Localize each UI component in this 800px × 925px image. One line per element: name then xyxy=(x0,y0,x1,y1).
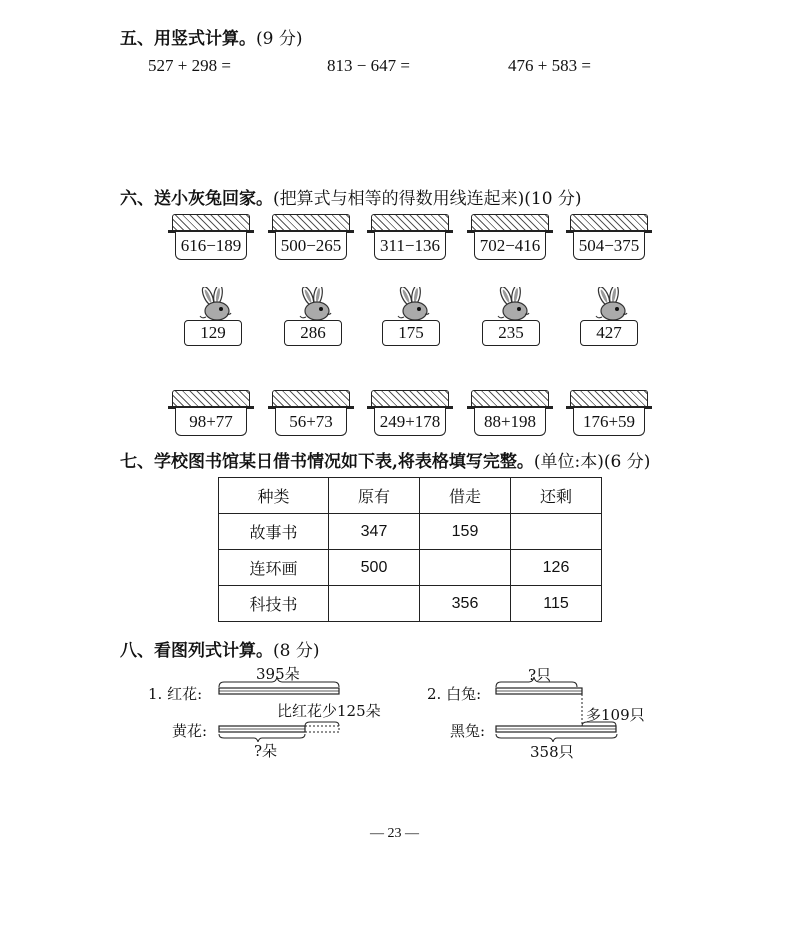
house-roof xyxy=(471,214,549,230)
p1-question: ?朵 xyxy=(254,742,278,760)
table-header-cell: 原有 xyxy=(329,478,420,514)
table-cell: 356 xyxy=(420,586,511,622)
q5-heading xyxy=(120,24,302,49)
rabbit-icon xyxy=(496,287,536,323)
rabbit-icon xyxy=(298,287,338,323)
q5-problem-2: 813 − 647 = xyxy=(327,56,410,75)
table-header-cell: 还剩 xyxy=(511,478,602,514)
house-roof xyxy=(371,214,449,230)
house-top-1-expr: 616−189 xyxy=(175,232,247,260)
table-header-row xyxy=(219,478,602,514)
p2-difference: 多109只 xyxy=(586,706,645,724)
p2-white-label: 2. 白兔: xyxy=(427,685,482,703)
table-cell: 500 xyxy=(329,550,420,586)
rabbit-icon xyxy=(396,287,436,323)
p1-difference: 比红花少125朵 xyxy=(277,702,381,720)
table-cell-blank[interactable] xyxy=(329,586,420,622)
q5-problem-3: 476 + 583 = xyxy=(508,56,591,75)
table-cell: 115 xyxy=(511,586,602,622)
house-roof xyxy=(570,390,648,406)
library-table xyxy=(218,477,602,622)
house-bottom-3 xyxy=(371,390,449,436)
p1-line-diagram xyxy=(215,676,347,742)
q5-score: (9 分) xyxy=(256,29,303,49)
p2-question: ?只 xyxy=(528,666,552,684)
table-row xyxy=(219,514,602,550)
house-bottom-2-expr: 56+73 xyxy=(275,408,347,436)
table-cell-blank[interactable] xyxy=(420,550,511,586)
rabbit-3 xyxy=(382,287,442,349)
rabbit-2-number: 286 xyxy=(284,320,342,346)
rabbit-icon xyxy=(198,287,238,323)
house-top-3-expr: 311−136 xyxy=(374,232,446,260)
rabbit-2 xyxy=(284,287,344,349)
house-top-4-expr: 702−416 xyxy=(474,232,546,260)
house-top-2 xyxy=(272,214,350,260)
table-cell-category: 科技书 xyxy=(219,586,329,622)
house-bottom-5-expr: 176+59 xyxy=(573,408,645,436)
table-cell: 347 xyxy=(329,514,420,550)
house-bottom-5 xyxy=(570,390,648,436)
table-row xyxy=(219,550,602,586)
house-bottom-2 xyxy=(272,390,350,436)
table-header-cell: 种类 xyxy=(219,478,329,514)
q6-note: (把算式与相等的得数用线连起来)(10 分) xyxy=(273,189,582,209)
q6-title: 六、送小灰兔回家。 xyxy=(120,189,273,209)
rabbit-5-number: 427 xyxy=(580,320,638,346)
house-roof xyxy=(471,390,549,406)
house-roof xyxy=(371,390,449,406)
rabbit-4 xyxy=(482,287,542,349)
house-bottom-1 xyxy=(172,390,250,436)
rabbit-4-number: 235 xyxy=(482,320,540,346)
rabbit-1-number: 129 xyxy=(184,320,242,346)
table-cell-blank[interactable] xyxy=(511,514,602,550)
q8-title: 八、看图列式计算。 xyxy=(120,641,273,661)
house-top-1 xyxy=(172,214,250,260)
page-number: — 23 — xyxy=(370,826,419,841)
p2-black-label: 黑兔: xyxy=(450,722,486,740)
house-top-4 xyxy=(471,214,549,260)
table-cell-category: 连环画 xyxy=(219,550,329,586)
house-top-3 xyxy=(371,214,449,260)
p1-red-label: 1. 红花: xyxy=(148,685,203,703)
house-top-2-expr: 500−265 xyxy=(275,232,347,260)
house-bottom-4 xyxy=(471,390,549,436)
table-row xyxy=(219,586,602,622)
house-bottom-3-expr: 249+178 xyxy=(374,408,446,436)
table-cell-category: 故事书 xyxy=(219,514,329,550)
p2-total: 358只 xyxy=(530,743,574,761)
house-roof xyxy=(172,390,250,406)
house-bottom-4-expr: 88+198 xyxy=(474,408,546,436)
q7-title: 七、学校图书馆某日借书情况如下表,将表格填写完整。 xyxy=(120,452,534,472)
house-roof xyxy=(172,214,250,230)
p1-yellow-label: 黄花: xyxy=(172,722,208,740)
q5-title: 五、用竖式计算。 xyxy=(120,29,256,49)
table-cell: 159 xyxy=(420,514,511,550)
rabbit-5 xyxy=(580,287,640,349)
p2-line-diagram xyxy=(492,676,624,742)
q8-score: (8 分) xyxy=(273,641,320,661)
house-top-5 xyxy=(570,214,648,260)
house-top-5-expr: 504−375 xyxy=(573,232,645,260)
q7-note: (单位:本)(6 分) xyxy=(533,452,651,472)
house-roof xyxy=(272,390,350,406)
house-bottom-1-expr: 98+77 xyxy=(175,408,247,436)
rabbit-icon xyxy=(594,287,634,323)
p1-red-total: 395朵 xyxy=(256,665,300,683)
q6-heading xyxy=(120,184,582,209)
rabbit-3-number: 175 xyxy=(382,320,440,346)
table-cell: 126 xyxy=(511,550,602,586)
table-header-cell: 借走 xyxy=(420,478,511,514)
house-roof xyxy=(272,214,350,230)
q7-heading xyxy=(120,447,650,472)
house-roof xyxy=(570,214,648,230)
q8-heading xyxy=(120,636,319,661)
q5-problem-1: 527 + 298 = xyxy=(148,56,231,75)
rabbit-1 xyxy=(184,287,244,349)
